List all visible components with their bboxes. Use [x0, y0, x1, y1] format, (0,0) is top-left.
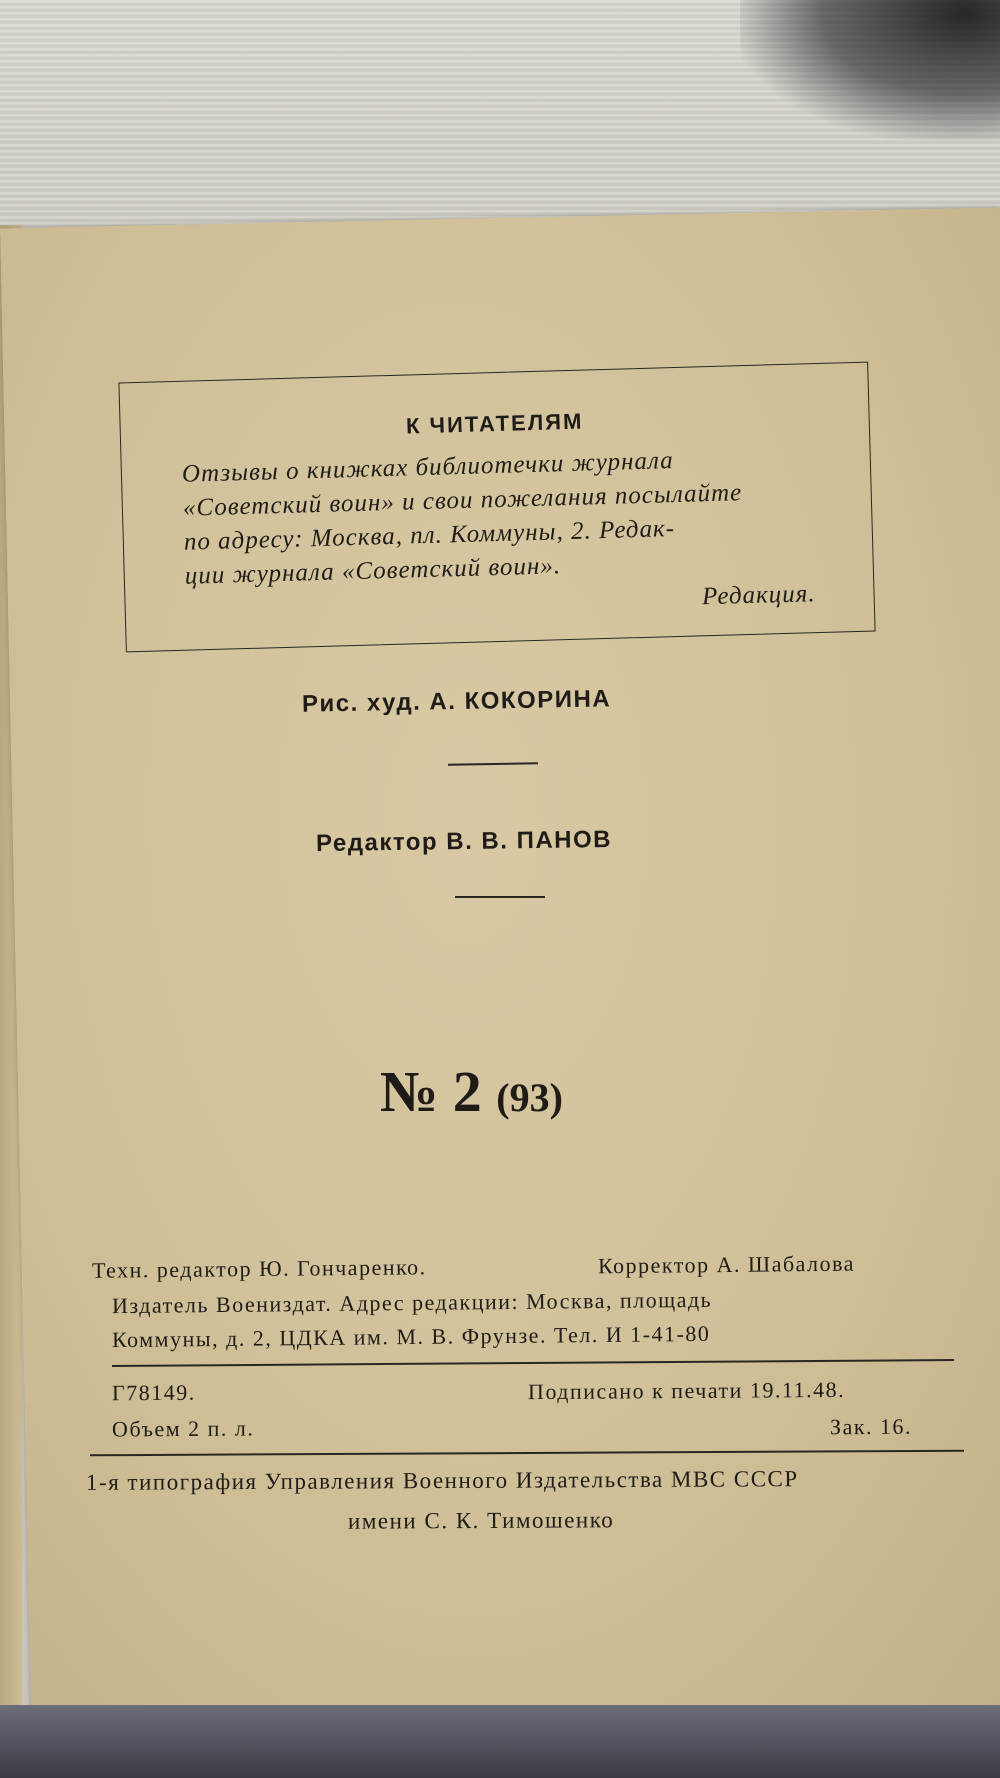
imprint-address: Коммуны, д. 2, ЦДКА им. М. В. Фрунзе. Тел. И 1-41-80 — [111, 1320, 711, 1353]
imprint-printer-line1: 1-я типография Управления Военного Издательства МВС СССР — [85, 1466, 799, 1495]
corner-shadow — [740, 0, 1000, 140]
editor-credit: Редактор В. В. ПАНОВ — [315, 825, 613, 858]
illustrator-credit: Рис. худ. А. КОКОРИНА — [301, 685, 612, 718]
imprint-corrector: Корректор А. Шабалова — [597, 1250, 856, 1279]
imprint-tech-editor — [92, 1254, 427, 1284]
issue-number-main: № 2 — [380, 1059, 482, 1124]
imprint-order: Зак. 16. — [829, 1413, 913, 1440]
imprint-publisher: Издатель Воениздат. Адрес редакции: Москва, площадь — [111, 1286, 713, 1319]
imprint-code: Г78149. — [111, 1379, 196, 1406]
imprint-volume: Объем 2 п. л. — [111, 1415, 255, 1442]
notice-line: ции журнала «Советский воин». — [184, 552, 562, 590]
reader-notice-box — [118, 362, 875, 653]
notice-line: по адресу: Москва, пл. Коммуны, 2. Редак- — [183, 515, 676, 556]
issue-number-total: (93) — [496, 1075, 563, 1120]
notice-line: Отзывы о книжках библиотечки журнала — [181, 447, 675, 488]
notice-line: «Советский воин» и свои пожелания посылайте — [182, 479, 743, 522]
notice-signature: Редакция. — [701, 580, 816, 611]
issue-number — [380, 1058, 563, 1125]
imprint-printer-line2: имени С. К. Тимошенко — [347, 1507, 615, 1534]
tech-editor-text: Техн. редактор Ю. Гончаренко. — [91, 1254, 427, 1283]
divider-rule — [455, 896, 545, 898]
notice-text — [182, 440, 826, 594]
notice-title: К ЧИТАТЕЛЯМ — [405, 408, 584, 439]
bottom-shadow — [0, 1705, 1000, 1778]
imprint-signed: Подписано к печати 19.11.48. — [527, 1376, 846, 1405]
